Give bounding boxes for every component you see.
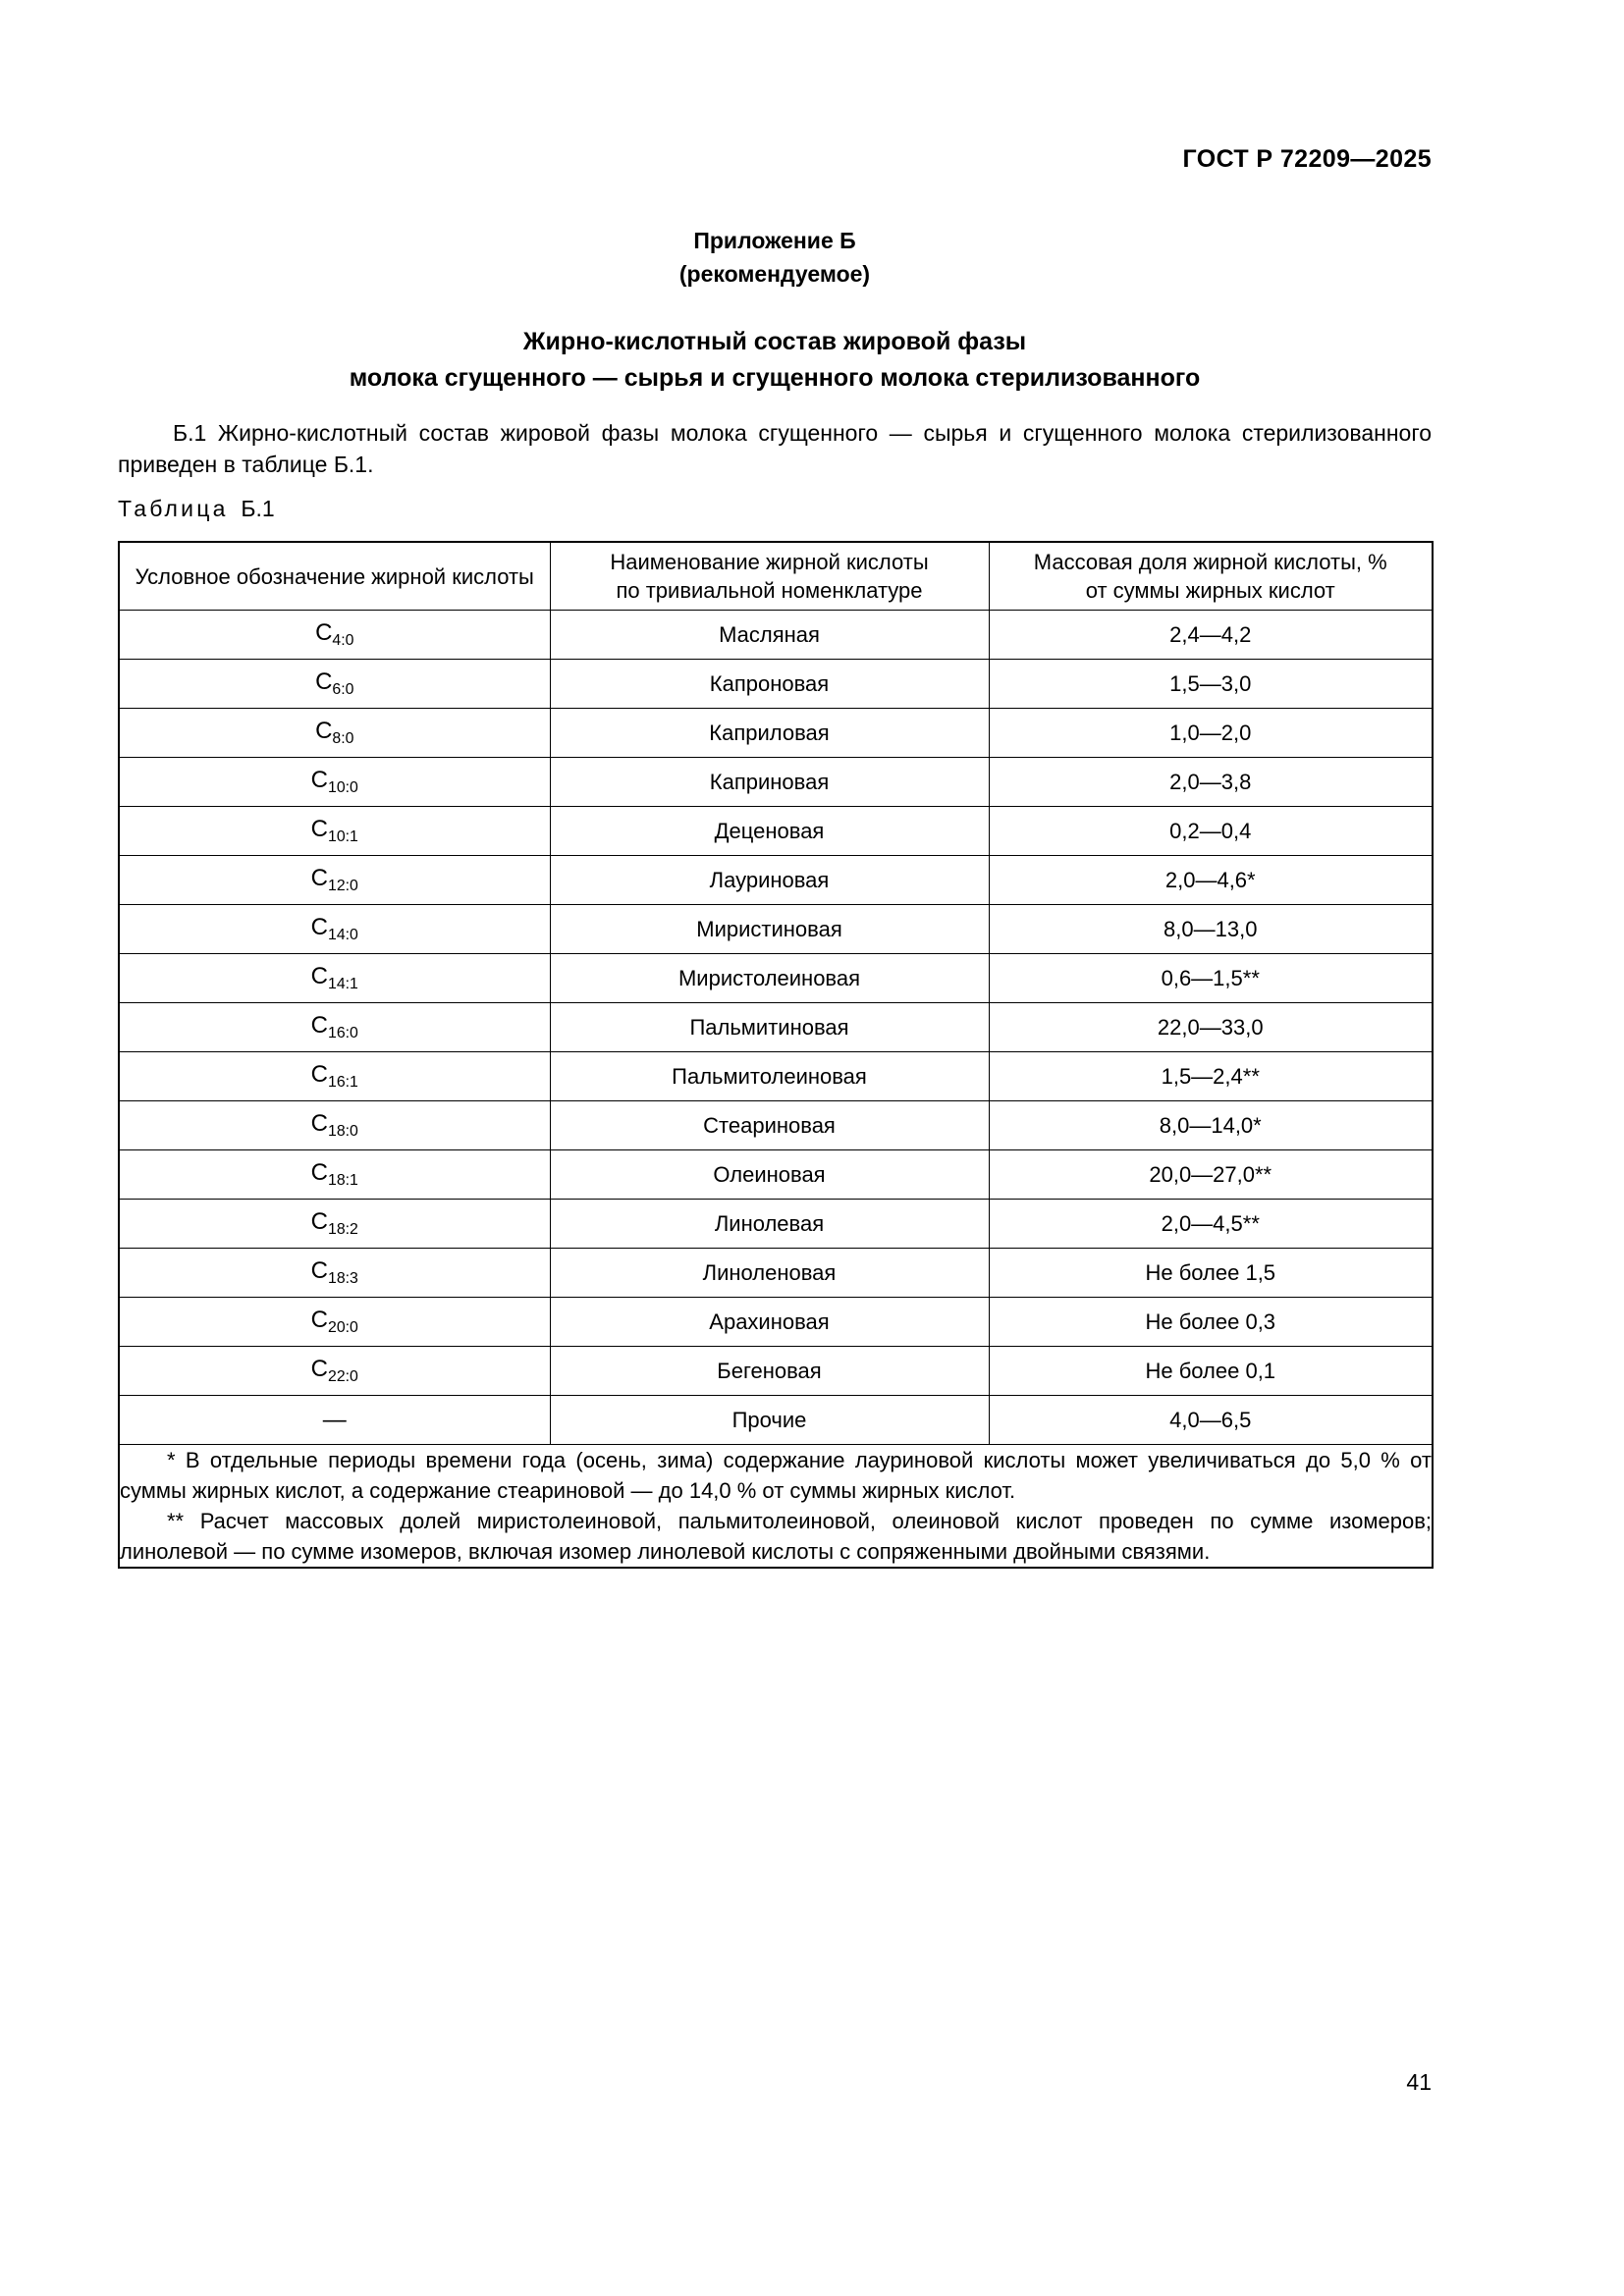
cell-mass-fraction: 20,0—27,0** xyxy=(989,1150,1433,1200)
cell-symbol xyxy=(119,660,550,709)
symbol-base: C xyxy=(310,1012,329,1039)
symbol-base: C xyxy=(315,619,333,646)
cell-trivial-name: Капроновая xyxy=(550,660,989,709)
column-header-mass-fraction-line-2: от суммы жирных кислот xyxy=(1085,578,1335,603)
annex-name: Приложение Б xyxy=(693,228,856,253)
cell-symbol xyxy=(119,758,550,807)
cell-mass-fraction: 2,0—3,8 xyxy=(989,758,1433,807)
footnote-1: * В отдельные периоды времени года (осень, зима) содержание лауриновой кислоты может увеличиваться до 5,0 % от суммы жирных кислот, а содержание стеариновой — до 14,0 % от суммы жирных кислот. xyxy=(120,1448,1432,1503)
cell-mass-fraction: Не более 0,3 xyxy=(989,1298,1433,1347)
cell-mass-fraction: 2,4—4,2 xyxy=(989,611,1433,660)
table-body xyxy=(119,611,1433,1445)
table-header xyxy=(119,542,1433,611)
symbol-base: C xyxy=(315,668,333,695)
cell-mass-fraction: 0,6—1,5** xyxy=(989,954,1433,1003)
symbol-subscript: 12:0 xyxy=(328,878,358,895)
cell-mass-fraction: 22,0—33,0 xyxy=(989,1003,1433,1052)
column-header-mass-fraction xyxy=(989,542,1433,611)
symbol-subscript: 10:1 xyxy=(328,828,358,846)
symbol-subscript: 4:0 xyxy=(332,632,354,650)
cell-mass-fraction: 1,0—2,0 xyxy=(989,709,1433,758)
cell-trivial-name: Бегеновая xyxy=(550,1347,989,1396)
cell-symbol xyxy=(119,905,550,954)
cell-symbol xyxy=(119,1298,550,1347)
cell-symbol xyxy=(119,1347,550,1396)
symbol-base: C xyxy=(315,718,333,744)
table-row xyxy=(119,856,1433,905)
cell-trivial-name: Стеариновая xyxy=(550,1101,989,1150)
cell-mass-fraction: 0,2—0,4 xyxy=(989,807,1433,856)
symbol-base: C xyxy=(310,1307,329,1333)
table-row xyxy=(119,1249,1433,1298)
symbol-subscript: 14:1 xyxy=(328,976,358,993)
symbol-subscript: 10:0 xyxy=(328,779,358,797)
cell-mass-fraction: 2,0—4,5** xyxy=(989,1200,1433,1249)
symbol-base: C xyxy=(310,816,329,842)
footnote-2: ** Расчет массовых долей миристолеиновой, пальмитолеиновой, олеиновой кислот проведен по сумме изомеров; линолевой — по сумме изомеров, включая изомер линолевой кислоты с сопряженными двойными связями. xyxy=(120,1509,1432,1564)
page-number: 41 xyxy=(1406,2069,1432,2095)
annex-heading-line-1: Жирно-кислотный состав жировой фазы xyxy=(522,328,1027,355)
cell-trivial-name: Масляная xyxy=(550,611,989,660)
cell-symbol xyxy=(119,1150,550,1200)
symbol-subscript: 18:0 xyxy=(328,1123,358,1141)
cell-symbol xyxy=(119,611,550,660)
table-caption xyxy=(118,496,275,522)
cell-symbol xyxy=(119,1249,550,1298)
cell-symbol xyxy=(119,1101,550,1150)
cell-symbol xyxy=(119,1003,550,1052)
cell-trivial-name: Олеиновая xyxy=(550,1150,989,1200)
table-row xyxy=(119,1347,1433,1396)
symbol-subscript: 16:1 xyxy=(328,1074,358,1092)
column-header-name-line-1: Наименование жирной кислоты xyxy=(610,550,929,574)
cell-symbol xyxy=(119,709,550,758)
cell-trivial-name: Линолевая xyxy=(550,1200,989,1249)
table-row xyxy=(119,1298,1433,1347)
table-row xyxy=(119,1101,1433,1150)
table-footnotes-row xyxy=(119,1445,1433,1569)
symbol-subscript: 16:0 xyxy=(328,1025,358,1042)
cell-mass-fraction: 1,5—2,4** xyxy=(989,1052,1433,1101)
symbol-base: C xyxy=(310,963,329,989)
cell-trivial-name: Миристиновая xyxy=(550,905,989,954)
column-header-symbol-text: Условное обозначение жирной кислоты xyxy=(135,563,534,589)
fatty-acid-composition-table xyxy=(118,541,1434,1569)
table-row xyxy=(119,954,1433,1003)
cell-trivial-name: Пальмитиновая xyxy=(550,1003,989,1052)
table-row xyxy=(119,758,1433,807)
cell-trivial-name: Деценовая xyxy=(550,807,989,856)
symbol-base: C xyxy=(310,767,329,793)
cell-mass-fraction: 8,0—13,0 xyxy=(989,905,1433,954)
symbol-subscript: 18:2 xyxy=(328,1221,358,1239)
symbol-subscript: 8:0 xyxy=(332,730,354,748)
cell-trivial-name: Арахиновая xyxy=(550,1298,989,1347)
table-row xyxy=(119,1003,1433,1052)
fatty-acid-table-container xyxy=(118,541,1432,1569)
table-row xyxy=(119,807,1433,856)
symbol-subscript: 14:0 xyxy=(328,927,358,944)
annex-heading xyxy=(118,324,1432,397)
symbol-base: C xyxy=(310,865,329,891)
symbol-base: C xyxy=(310,1159,329,1186)
annex-title-block xyxy=(118,224,1432,397)
intro-paragraph: Б.1 Жирно-кислотный состав жировой фазы молока сгущенного — сырья и сгущенного молока стерилизованного приведен в таблице Б.1. xyxy=(118,420,1432,477)
cell-mass-fraction: 8,0—14,0* xyxy=(989,1101,1433,1150)
cell-trivial-name: Пальмитолеиновая xyxy=(550,1052,989,1101)
symbol-subscript: 18:1 xyxy=(328,1172,358,1190)
symbol-base: C xyxy=(310,1356,329,1382)
cell-symbol xyxy=(119,807,550,856)
symbol-subscript: 20:0 xyxy=(328,1319,358,1337)
symbol-base: C xyxy=(310,1110,329,1137)
table-header-row xyxy=(119,542,1433,611)
table-row xyxy=(119,1052,1433,1101)
cell-trivial-name: Лауриновая xyxy=(550,856,989,905)
table-row xyxy=(119,1150,1433,1200)
cell-mass-fraction: 1,5—3,0 xyxy=(989,660,1433,709)
table-row xyxy=(119,660,1433,709)
cell-symbol xyxy=(119,1200,550,1249)
table-caption-label: Таблица xyxy=(118,496,229,521)
symbol-base: C xyxy=(310,1061,329,1088)
symbol-subscript: 6:0 xyxy=(332,681,354,699)
symbol-base: C xyxy=(310,1257,329,1284)
cell-trivial-name: Каприновая xyxy=(550,758,989,807)
table-row xyxy=(119,1200,1433,1249)
table-row xyxy=(119,611,1433,660)
cell-symbol: — xyxy=(119,1396,550,1445)
table-row xyxy=(119,905,1433,954)
document-header-standard-number: ГОСТ Р 72209—2025 xyxy=(1182,145,1432,173)
column-header-name-line-2: по тривиальной номенклатуре xyxy=(616,578,923,603)
cell-mass-fraction: 2,0—4,6* xyxy=(989,856,1433,905)
cell-trivial-name: Миристолеиновая xyxy=(550,954,989,1003)
column-header-symbol xyxy=(119,542,550,611)
cell-mass-fraction: 4,0—6,5 xyxy=(989,1396,1433,1445)
symbol-base: C xyxy=(310,1208,329,1235)
table-footnotes xyxy=(119,1445,1433,1569)
cell-mass-fraction: Не более 1,5 xyxy=(989,1249,1433,1298)
column-header-mass-fraction-line-1: Массовая доля жирной кислоты, % xyxy=(1033,550,1387,574)
cell-trivial-name: Линоленовая xyxy=(550,1249,989,1298)
symbol-base: C xyxy=(310,914,329,940)
cell-symbol xyxy=(119,954,550,1003)
column-header-name xyxy=(550,542,989,611)
annex-status: (рекомендуемое) xyxy=(678,261,871,287)
annex-heading-line-2: молока сгущенного — сырья и сгущенного молока стерилизованного xyxy=(349,364,1201,392)
cell-trivial-name: Каприловая xyxy=(550,709,989,758)
table-row xyxy=(119,709,1433,758)
cell-symbol xyxy=(119,856,550,905)
cell-trivial-name: Прочие xyxy=(550,1396,989,1445)
table-footnotes-cell xyxy=(119,1445,1433,1569)
symbol-subscript: 18:3 xyxy=(328,1270,358,1288)
cell-mass-fraction: Не более 0,1 xyxy=(989,1347,1433,1396)
symbol-subscript: 22:0 xyxy=(328,1368,358,1386)
table-row xyxy=(119,1396,1433,1445)
table-caption-number: Б.1 xyxy=(241,496,275,521)
cell-symbol xyxy=(119,1052,550,1101)
